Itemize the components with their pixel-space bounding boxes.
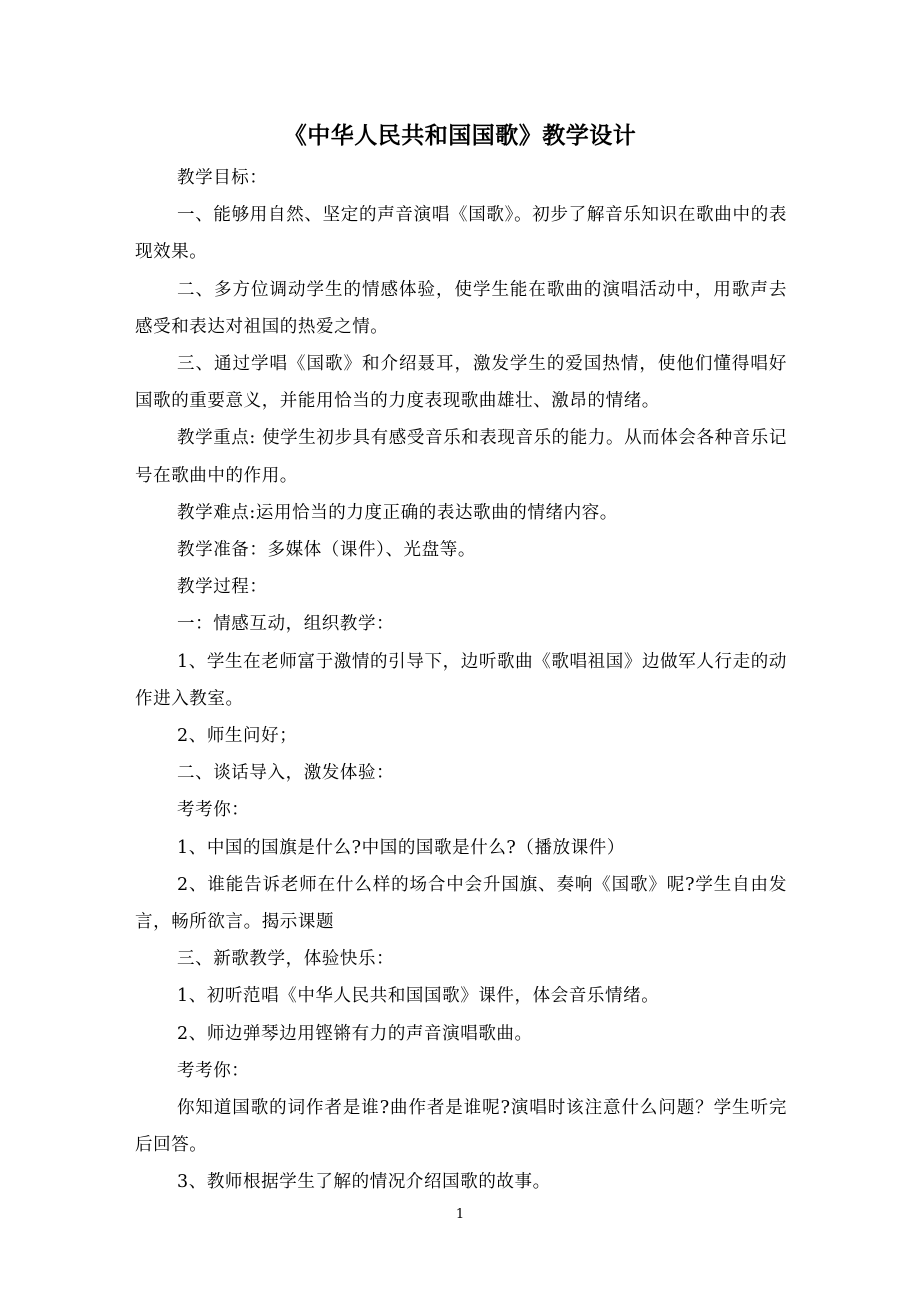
page-number: 1 xyxy=(455,1207,465,1222)
paragraph-difficulties: 教学难点:运用恰当的力度正确的表达歌曲的情绪内容。 xyxy=(177,502,618,523)
paragraph-process-heading: 教学过程： xyxy=(177,577,268,598)
paragraph-objective-1: 一、能够用自然、坚定的声音演唱《国歌》。初步了解音乐知识在歌曲中的表现效果。 xyxy=(135,205,787,263)
document-title: 《中华人民共和国国歌》教学设计 xyxy=(283,123,637,149)
paragraph-step-3-heading: 三、新歌教学，体验快乐： xyxy=(177,949,395,970)
paragraph-quiz-label-1: 考考你： xyxy=(177,800,250,821)
document-body xyxy=(135,160,787,1202)
paragraph-quiz-question: 你知道国歌的词作者是谁?曲作者是谁呢?演唱时该注意什么问题？学生听完后回答。 xyxy=(135,1098,787,1156)
paragraph-step-2-heading: 二、谈话导入，激发体验： xyxy=(177,763,395,784)
paragraph-step-3-item-2: 2、师边弹琴边用铿锵有力的声音演唱歌曲。 xyxy=(177,1023,533,1044)
paragraph-step-3-item-1: 1、初听范唱《中华人民共和国国歌》课件，体会音乐情绪。 xyxy=(177,986,660,1007)
paragraph-step-1-item-2: 2、师生问好； xyxy=(177,726,298,747)
paragraph-preparation: 教学准备：多媒体（课件）、光盘等。 xyxy=(177,540,476,561)
paragraph-quiz-label-2: 考考你： xyxy=(177,1060,250,1081)
paragraph-step-1-heading: 一：情感互动，组织教学： xyxy=(177,614,395,635)
paragraph-step-3-item-3: 3、教师根据学生了解的情况介绍国歌的故事。 xyxy=(177,1172,551,1193)
paragraph-objectives-heading: 教学目标： xyxy=(177,168,268,188)
paragraph-step-1-item-1: 1、学生在老师富于激情的引导下，边听歌曲《歌唱祖国》边做军人行走的动作进入教室。 xyxy=(135,651,787,709)
paragraph-objective-2: 二、多方位调动学生的情感体验，使学生能在歌曲的演唱活动中，用歌声去感受和表达对祖国的热爱之情。 xyxy=(135,279,787,337)
paragraph-step-2-item-1: 1、中国的国旗是什么?中国的国歌是什么?（播放课件） xyxy=(177,837,625,858)
paragraph-objective-3: 三、通过学唱《国歌》和介绍聂耳，激发学生的爱国热情，使他们懂得唱好国歌的重要意义，并能用恰当的力度表现歌曲雄壮、激昂的情绪。 xyxy=(135,354,787,412)
paragraph-step-2-item-2: 2、谁能告诉老师在什么样的场合中会升国旗、奏响《国歌》呢?学生自由发言，畅所欲言。揭示课题 xyxy=(135,874,787,933)
paragraph-key-points: 教学重点: 使学生初步具有感受音乐和表现音乐的能力。从而体会各种音乐记号在歌曲中的作用。 xyxy=(135,428,787,486)
